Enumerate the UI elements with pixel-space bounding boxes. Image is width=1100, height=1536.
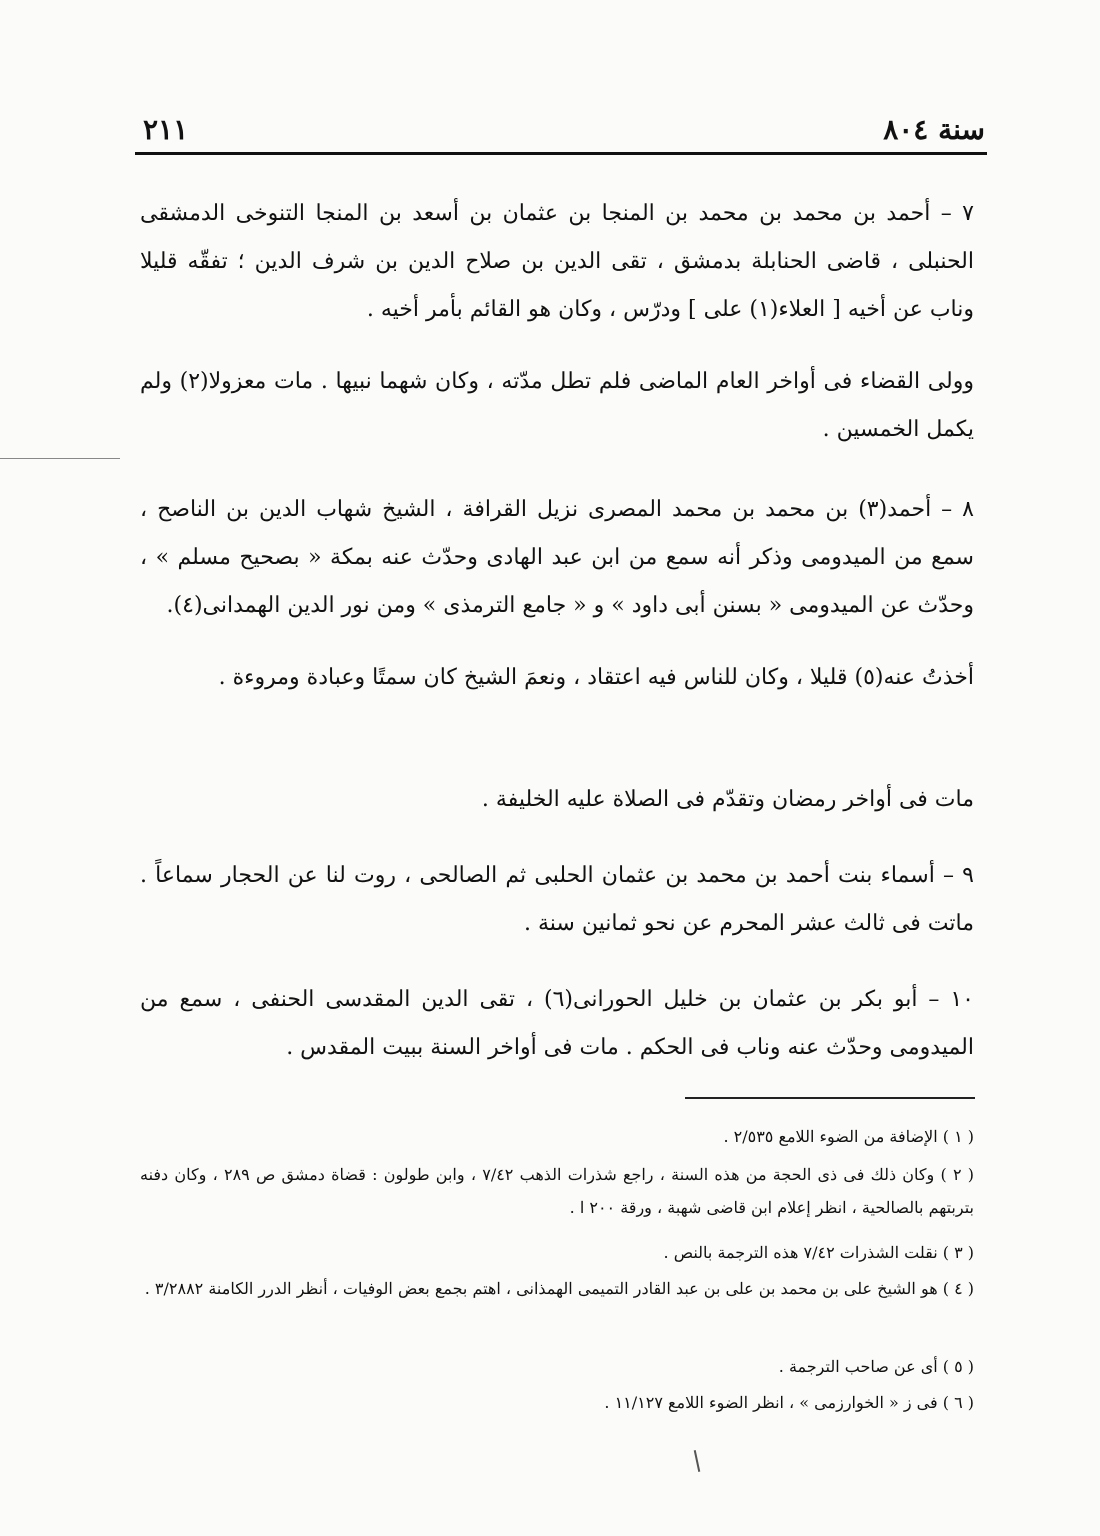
footnote-2: ( ٢ ) وكان ذلك فى ذى الحجة من هذه السنة ، راجع شذرات الذهب ٧/٤٢ ، وابن طولون : قضاة دمشق ص ٢٨٩ ، وكان دفنه بتربتهم بالصالحية ، انظر إعلام ابن قاضى شهبة ، ورقة ٢٠٠ ا . (140, 1165, 975, 1217)
entry-8-death: مات فى أواخر رمضان وتقدّم فى الصلاة عليه الخليفة . (481, 787, 974, 812)
running-header (135, 113, 985, 153)
footnote-1: ( ١ ) الإضافة من الضوء اللامع ٢/٥٣٥ . (723, 1127, 974, 1146)
footnote-6: ( ٦ ) فى ز « الخوارزمى » ، انظر الضوء اللامع ١١/١٢٧ . (604, 1393, 974, 1412)
entry-9: ٩ – أسماء بنت أحمد بن محمد بن عثمان الحلبى ثم الصالحى ، روت لنا عن الحجار سماعاً . ماتت فى ثالث عشر المحرم عن نحو ثمانين سنة . (140, 863, 974, 936)
footnote-3: ( ٣ ) نقلت الشذرات ٧/٤٢ هذه الترجمة بالنص . (663, 1243, 974, 1262)
entry-8: ٨ – أحمد(٣) بن محمد بن محمد المصرى نزيل القرافة ، الشيخ شهاب الدين بن الناصح ، سمع من الميدومى وذكر أنه سمع من ابن عبد الهادى وحدّث عنه بمكة « بصحيح مسلم » ، وحدّث عن الميدومى « بسنن أبى داود » و « جامع الترمذى » ومن نور الدين الهمدانى(٤). (140, 497, 974, 618)
entry-7-continued: وولى القضاء فى أواخر العام الماضى فلم تطل مدّته ، وكان شهما نبيها . مات معزولا(٢) ولم يكمل الخمسين . (140, 369, 974, 442)
scan-mark (694, 1450, 701, 1472)
entry-8-note: أخذتُ عنه(٥) قليلا ، وكان للناس فيه اعتقاد ، ونعمَ الشيخ كان سمتًا وعبادة ومروءة . (218, 665, 974, 690)
header-year: سنة ٨٠٤ (883, 113, 985, 146)
entry-10: ١٠ – أبو بكر بن عثمان بن خليل الحورانى(٦) ، تقى الدين المقدسى الحنفى ، سمع من الميدومى وحدّث عنه وناب فى الحكم . مات فى أواخر السنة ببيت المقدس . (140, 987, 974, 1060)
entry-7: ٧ – أحمد بن محمد بن محمد بن المنجا بن عثمان بن أسعد بن المنجا التنوخى الدمشقى الحنبلى ، قاضى الحنابلة بدمشق ، تقى الدين بن صلاح الدين بن شرف الدين ؛ تفقّه قليلا وناب عن أخيه [ العلاء(١) على ] ودرّس ، وكان هو القائم بأمر أخيه . (140, 201, 974, 322)
header-rule (135, 152, 987, 155)
scan-line (0, 458, 120, 459)
footnote-rule (685, 1097, 975, 1099)
footnote-4: ( ٤ ) هو الشيخ على بن محمد بن على بن عبد القادر التميمى الهمذانى ، اهتم بجمع بعض الوفيات ، أنظر الدرر الكامنة ٣/٢٨٨٢ . (144, 1279, 974, 1298)
footnote-5: ( ٥ ) أى عن صاحب الترجمة . (778, 1357, 974, 1376)
page-number: ٢١١ (143, 113, 189, 146)
